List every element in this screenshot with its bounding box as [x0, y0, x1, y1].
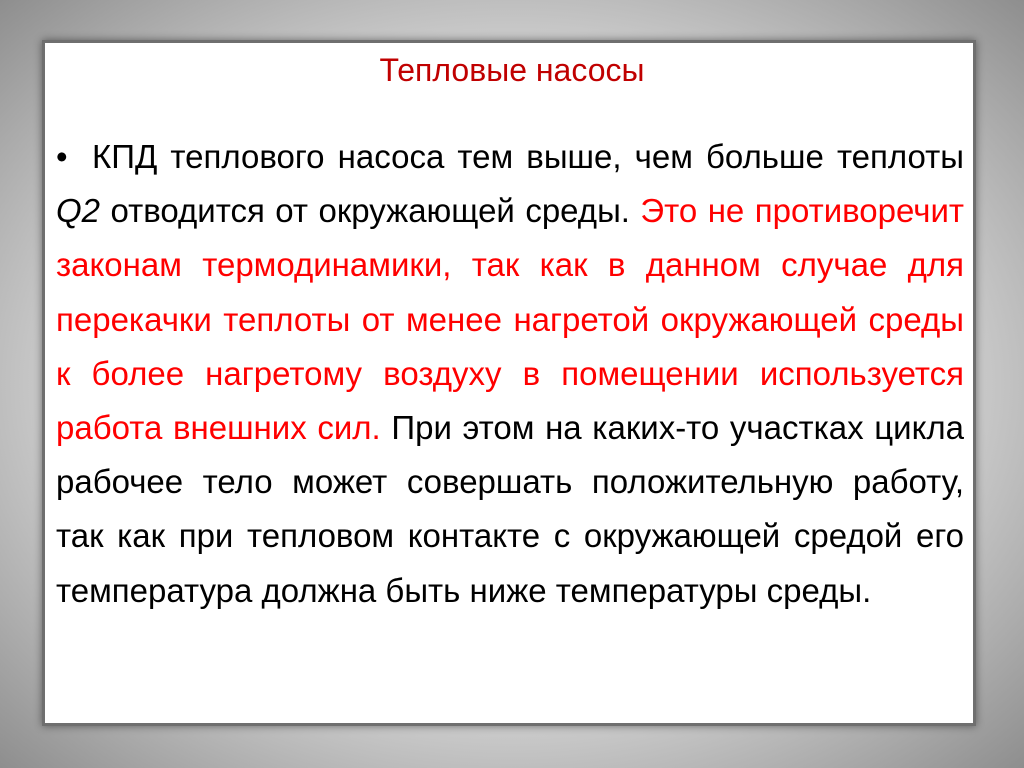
paragraph-intro: КПД теплового насоса тем выше, чем больше теплоты: [92, 138, 964, 175]
bullet-paragraph: [56, 130, 964, 618]
bullet-marker: •: [56, 138, 68, 175]
paragraph-rest: При этом на каких-то участках цикла рабочее тело может совершать положительную работу, так как при тепловом контакте с окружающей средой его температура должна быть ниже температуры среды.: [56, 409, 964, 609]
slide-title: Тепловые насосы: [379, 52, 645, 88]
q2-symbol: Q2: [56, 192, 101, 230]
paragraph-after-q2: отводится от окружающей среды.: [100, 192, 641, 230]
highlighted-text: Это не противоречит законам термодинамики, так как в данном случае для перекачки теплоты от менее нагретой окружающей среды к более нагретому воздуху в помещении используется работа внешних сил.: [56, 192, 964, 447]
